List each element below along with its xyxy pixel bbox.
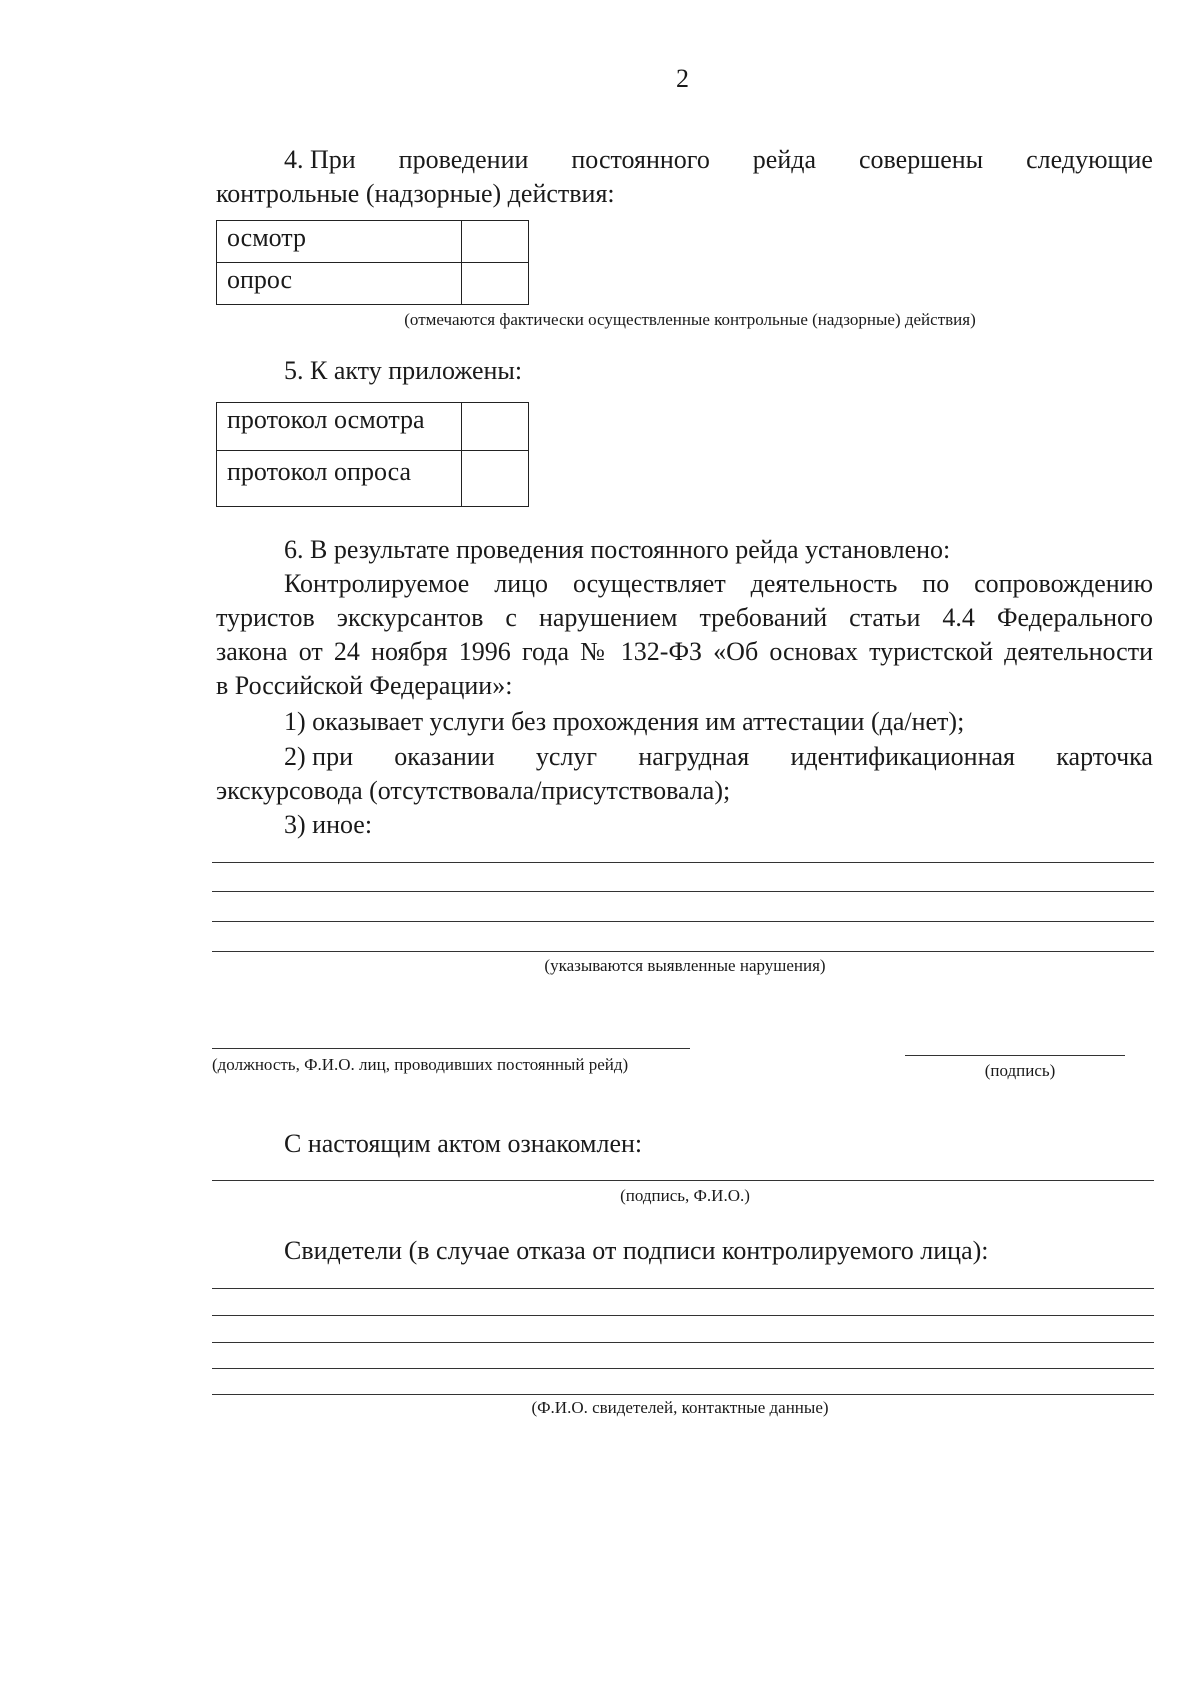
witnesses-blank-line[interactable] [212, 1342, 1154, 1343]
page-number: 2 [676, 64, 689, 93]
signature-caption: (подпись) [984, 1061, 1056, 1080]
action-checkbox[interactable] [462, 263, 529, 305]
acknowledgement-signature-line[interactable] [212, 1180, 1154, 1181]
violations-blank-line[interactable] [212, 921, 1154, 922]
section-4-word: проведении [398, 145, 529, 174]
section-5-heading: 5. К акту приложены: [284, 356, 523, 385]
table-row [217, 451, 529, 507]
witnesses-blank-line[interactable] [212, 1368, 1154, 1369]
table-row [217, 403, 529, 451]
item-2-word: оказании [394, 742, 495, 771]
violations-caption: (указываются выявленные нарушения) [544, 956, 826, 975]
section-6-paragraph-line-1: Контролируемое лицо осуществляет деятельность по сопровождению [284, 569, 1153, 598]
actions-caption: (отмечаются фактически осуществленные контрольные (надзорные) действия) [404, 310, 976, 329]
actions-table [216, 220, 529, 305]
attachments-table [216, 402, 529, 507]
item-2-word: услуг [535, 742, 598, 771]
section-6-paragraph-line-4: в Российской Федерации»: [216, 671, 513, 700]
section-4-word: рейда [752, 145, 817, 174]
violations-blank-line[interactable] [212, 891, 1154, 892]
witnesses-blank-line[interactable] [212, 1288, 1154, 1289]
officials-caption: (должность, Ф.И.О. лиц, проводивших постоянный рейд) [212, 1055, 629, 1074]
witnesses-caption: (Ф.И.О. свидетелей, контактные данные) [531, 1398, 829, 1417]
acknowledgement-caption: (подпись, Ф.И.О.) [620, 1186, 750, 1205]
witnesses-text: Свидетели (в случае отказа от подписи контролируемого лица): [284, 1236, 989, 1265]
attachment-checkbox[interactable] [462, 451, 529, 507]
action-label: опрос [217, 263, 462, 305]
item-3: 3) иное: [284, 810, 373, 839]
signature-line[interactable] [905, 1055, 1125, 1056]
section-6-paragraph-line-2: туристов экскурсантов с нарушением требований статьи 4.4 Федерального [216, 603, 1153, 632]
section-4-word: следующие [1026, 145, 1153, 174]
officials-signature-line[interactable] [212, 1048, 690, 1049]
action-label: осмотр [217, 221, 462, 263]
table-row [217, 263, 529, 305]
section-4-word: постоянного [571, 145, 710, 174]
section-4-word: совершены [859, 145, 984, 174]
section-4-line-2: контрольные (надзорные) действия: [216, 179, 615, 208]
violations-blank-line[interactable] [212, 951, 1154, 952]
section-6-paragraph-line-3: закона от 24 ноября 1996 года № 132-ФЗ «Об основах туристской деятельности [216, 637, 1153, 666]
attachment-checkbox[interactable] [462, 403, 529, 451]
item-2-word: 2) при [284, 742, 353, 771]
table-row [217, 221, 529, 263]
attachment-label: протокол опроса [217, 451, 462, 507]
item-2-word: нагрудная [638, 742, 750, 771]
violations-blank-line[interactable] [212, 862, 1154, 863]
acknowledgement-text: С настоящим актом ознакомлен: [284, 1129, 643, 1158]
section-4-line-1 [284, 143, 1153, 177]
action-checkbox[interactable] [462, 221, 529, 263]
section-6-heading: 6. В результате проведения постоянного рейда установлено: [284, 535, 951, 564]
item-2-line-1 [284, 740, 1153, 774]
item-2-word: карточка [1056, 742, 1153, 771]
witnesses-blank-line[interactable] [212, 1394, 1154, 1395]
item-2-word: идентификационная [790, 742, 1016, 771]
section-4-word: 4. При [284, 145, 356, 174]
item-2-line-2: экскурсовода (отсутствовала/присутствовала); [216, 776, 731, 805]
attachment-label: протокол осмотра [217, 403, 462, 451]
item-1: 1) оказывает услуги без прохождения им аттестации (да/нет); [284, 707, 965, 736]
witnesses-blank-line[interactable] [212, 1315, 1154, 1316]
